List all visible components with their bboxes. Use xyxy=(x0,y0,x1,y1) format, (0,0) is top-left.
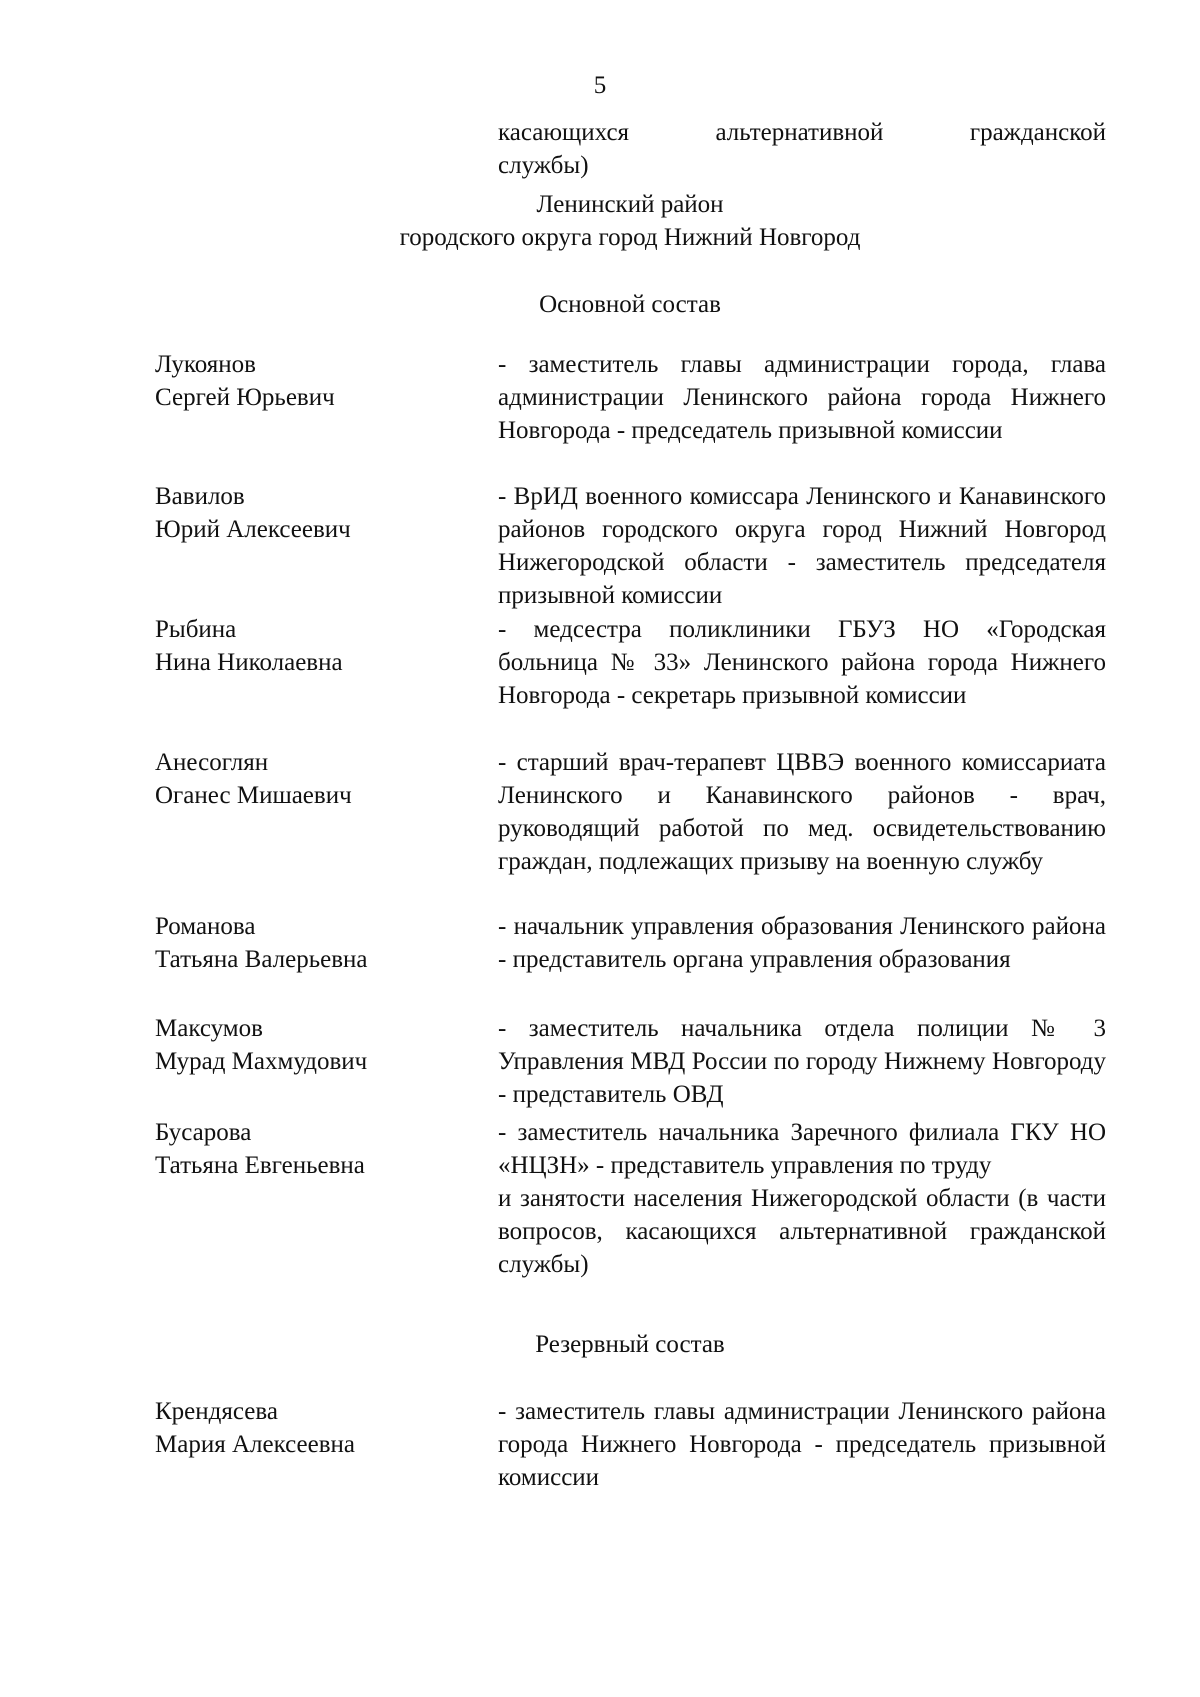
member-entry xyxy=(155,480,1106,612)
member-given-name: Оганес Мишаевич xyxy=(155,782,352,809)
member-role-text: - заместитель главы администрации Ленинского района города Нижнего Новгорода - председатель призывной комиссии xyxy=(498,1398,1106,1491)
district-subtitle: городского округа город Нижний Новгород xyxy=(399,224,861,251)
member-role-text: - медсестра поликлиники ГБУЗ НО «Городская больница № 33» Ленинского района города Нижнего Новгорода - секретарь призывной комиссии xyxy=(498,616,1106,709)
continuation-line: касающихся альтернативной гражданской xyxy=(498,119,1106,146)
member-name xyxy=(155,1395,498,1494)
member-role xyxy=(498,1116,1106,1281)
member-given-name: Мурад Махмудович xyxy=(155,1048,368,1075)
member-role-text: - ВрИД военного комиссара Ленинского и Канавинского районов городского округа город Нижний Новгород Нижегородской области - заместитель председателя призывной комиссии xyxy=(498,483,1106,609)
member-given-name: Мария Алексеевна xyxy=(155,1431,355,1458)
member-surname: Лукоянов xyxy=(155,351,256,378)
member-role-text: - начальник управления образования Ленинского района - представитель органа управления образования xyxy=(498,913,1106,973)
member-role xyxy=(498,613,1106,712)
member-surname: Рыбина xyxy=(155,616,237,643)
member-given-name: Татьяна Евгеньевна xyxy=(155,1152,365,1179)
continuation-text xyxy=(498,116,1106,182)
member-role xyxy=(498,480,1106,612)
district-name: Ленинский район xyxy=(536,191,724,218)
member-role-text: и занятости населения Нижегородской области (в части вопросов, касающихся альтернативной гражданской службы) xyxy=(498,1185,1106,1278)
member-surname: Романова xyxy=(155,913,256,940)
member-given-name: Сергей Юрьевич xyxy=(155,384,335,411)
member-surname: Максумов xyxy=(155,1015,263,1042)
member-name xyxy=(155,348,498,447)
member-entry xyxy=(155,1395,1106,1494)
member-role xyxy=(498,1395,1106,1494)
member-name xyxy=(155,613,498,712)
member-surname: Вавилов xyxy=(155,483,245,510)
member-role xyxy=(498,348,1106,447)
member-entry xyxy=(155,1116,1106,1281)
member-given-name: Нина Николаевна xyxy=(155,649,343,676)
member-role xyxy=(498,910,1106,976)
member-role-text: - заместитель главы администрации города, глава администрации Ленинского района города Нижнего Новгорода - председатель призывной комиссии xyxy=(498,351,1106,444)
member-name xyxy=(155,910,498,976)
member-name xyxy=(155,480,498,612)
main-section-title: Основной состав xyxy=(539,291,721,318)
member-role-text: - старший врач-терапевт ЦВВЭ военного комиссариата Ленинского и Канавинского районов - врач, руководящий работой по мед. освидетельствованию граждан, подлежащих призыву на военную службу xyxy=(498,749,1106,875)
member-role xyxy=(498,746,1106,878)
district-heading xyxy=(0,188,1200,254)
member-entry xyxy=(155,1012,1106,1111)
member-name xyxy=(155,1012,498,1111)
member-entry xyxy=(155,746,1106,878)
member-surname: Крендясева xyxy=(155,1398,278,1425)
member-role-text: - заместитель начальника отдела полиции № 3 Управления МВД России по городу Нижнему Новгороду - представитель ОВД xyxy=(498,1015,1106,1108)
member-role xyxy=(498,1012,1106,1111)
member-surname: Анесоглян xyxy=(155,749,269,776)
member-entry xyxy=(155,613,1106,712)
continuation-line: службы) xyxy=(498,152,589,179)
member-entry xyxy=(155,348,1106,447)
member-given-name: Татьяна Валерьевна xyxy=(155,946,368,973)
member-given-name: Юрий Алексеевич xyxy=(155,516,351,543)
member-name xyxy=(155,1116,498,1281)
member-role-text: - заместитель начальника Заречного филиала ГКУ НО «НЦЗН» - представитель управления по труду xyxy=(498,1119,1106,1179)
member-name xyxy=(155,746,498,878)
page-number: 5 xyxy=(593,72,607,99)
member-surname: Бусарова xyxy=(155,1119,252,1146)
member-entry xyxy=(155,910,1106,976)
reserve-section-title: Резервный состав xyxy=(535,1331,725,1358)
